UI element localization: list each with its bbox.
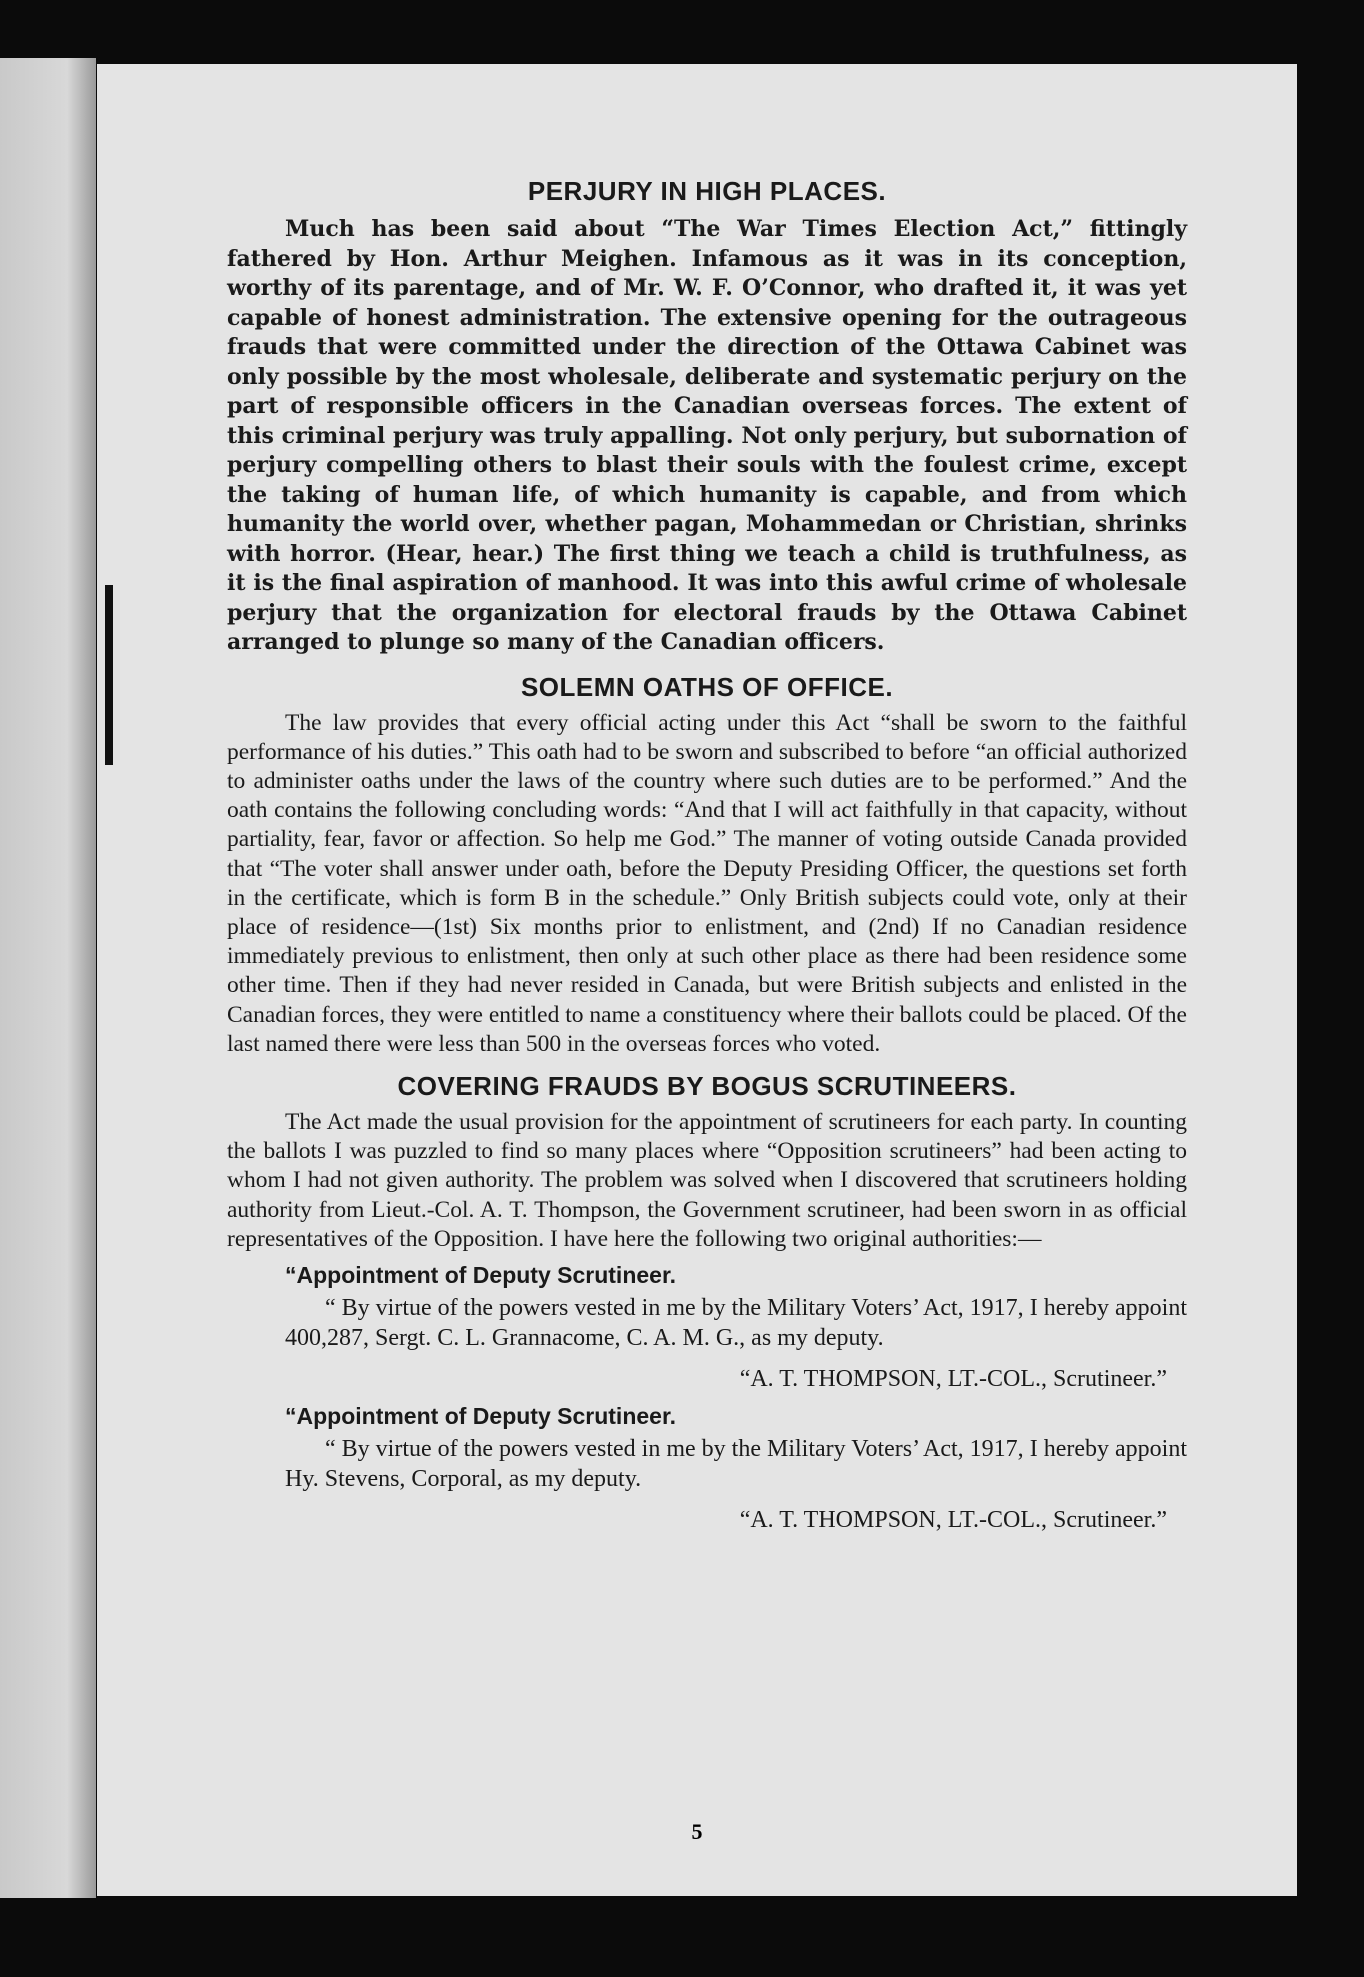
appointment-1-title: “Appointment of Deputy Scrutineer. [285, 1261, 677, 1288]
heading-perjury: PERJURY IN HIGH PLACES. [527, 176, 887, 206]
text-column [227, 176, 1187, 1540]
appointment-1-signature: “A. T. THOMPSON, LT.-COL., Scrutineer.” [739, 1365, 1167, 1392]
facing-page-edge [0, 58, 96, 1898]
paragraph-bogus-scrutineers: The Act made the usual provision for the appointment of scrutineers for each party. In counting the ballots I was puzzled to find so many places where “Opposition scrutineers” had been acting to whom I had not given authority. The problem was solved when I discovered that scrutineers holding authority from Lieut.-Col. A. T. Thompson, the Government scrutineer, had been sworn in as official representatives of the Opposition. I have here the following two original authorities:— [227, 1108, 1187, 1252]
binding-mark [105, 585, 113, 765]
appointment-2-body: “ By virtue of the powers vested in me by the Military Voters’ Act, 1917, I hereby appoint Hy. Stevens, Corporal, as my deputy. [285, 1435, 1187, 1492]
page-number: 5 [691, 1819, 703, 1844]
appointment-2-signature: “A. T. THOMPSON, LT.-COL., Scrutineer.” [739, 1506, 1167, 1533]
paragraph-perjury: Much has been said about “The War Times Election Act,” fittingly fathered by Hon. Arthur Meighen. Infamous as it was in its conception, worthy of its parentage, and of Mr. W. F. O’Connor, who drafted it, it was yet capable of honest administration. The extensive opening for the outrageous frauds that were committed under the direction of the Ottawa Cabinet was only possible by the most wholesale, deliberate and systematic perjury on the part of responsible officers in the Canadian overseas forces. The extent of this criminal perjury was truly appalling. Not only perjury, but subornation of perjury compelling others to blast their souls with the foulest crime, except the taking of human life, of which humanity is capable, and from which humanity the world over, whether pagan, Mohammedan or Christian, shrinks with horror. (Hear, hear.) The first thing we teach a child is truthfulness, as it is the final aspiration of manhood. It was into this awful crime of wholesale perjury that the organization for electoral frauds by the Ottawa Cabinet arranged to plunge so many of the Canadian officers. [227, 216, 1187, 655]
paragraph-solemn-oaths: The law provides that every official acting under this Act “shall be sworn to the faithful performance of his duties.” This oath had to be sworn and subscribed to before “an official authorized to administer oaths under the laws of the country where such duties are to be performed.” And the oath contains the following concluding words: “And that I will act faithfully in that capacity, without partiality, fear, favor or affection. So help me God.” The manner of voting outside Canada provided that “The voter shall answer under oath, before the Deputy Presiding Officer, the questions set forth in the certificate, which is form B in the schedule.” Only British subjects could vote, only at their place of residence—(1st) Six months prior to enlistment, and (2nd) If no Canadian residence immediately previous to enlistment, then only at such other place as there had been residence some other time. Then if they had never resided in Canada, but were British subjects and enlisted in the Canadian forces, they were entitled to name a constituency where their ballots could be placed. Of the last named there were less than 500 in the overseas forces who voted. [227, 709, 1187, 1057]
heading-solemn-oaths: SOLEMN OATHS OF OFFICE. [520, 671, 894, 702]
document-page [97, 64, 1297, 1896]
appointment-1-body: “ By virtue of the powers vested in me by the Military Voters’ Act, 1917, I hereby appoint 400,287, Sergt. C. L. Grannacome, C. A. M. G., as my deputy. [285, 1294, 1187, 1351]
heading-bogus-scrutineers: COVERING FRAUDS BY BOGUS SCRUTINEERS. [397, 1070, 1017, 1101]
appointment-2-title: “Appointment of Deputy Scrutineer. [285, 1402, 677, 1429]
